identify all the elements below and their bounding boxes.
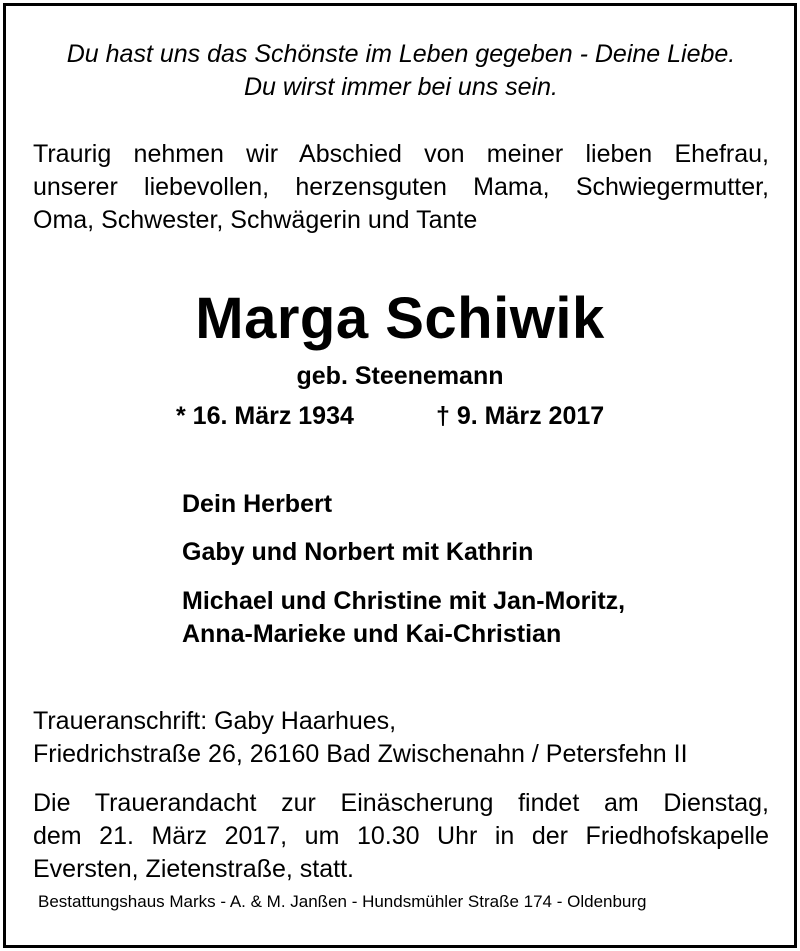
service-line-1: Die Trauerandacht zur Einäscherung findet am Dienstag, <box>33 789 769 817</box>
mourner-line-3a: Michael und Christine mit Jan-Moritz, <box>182 587 626 615</box>
death-date: † 9. März 2017 <box>436 402 605 430</box>
address-line-2: Friedrichstraße 26, 26160 Bad Zwischenahn / Petersfehn II <box>33 740 688 768</box>
address-line-1: Traueranschrift: Gaby Haarhues, <box>33 707 397 735</box>
maiden-name: geb. Steenemann <box>296 362 504 390</box>
mourner-line-2: Gaby und Norbert mit Kathrin <box>182 538 534 566</box>
motto <box>33 38 769 104</box>
motto-line-1: Du hast uns das Schönste im Leben gegeben - Deine Liebe. <box>66 40 736 68</box>
birth-date: * 16. März 1934 <box>176 402 354 430</box>
deceased-name: Marga Schiwik <box>195 286 605 351</box>
funeral-home-footer: Bestattungshaus Marks - A. & M. Janßen - Hundsmühler Straße 174 - Oldenburg <box>38 892 647 911</box>
mourner-line-3b: Anna-Marieke und Kai-Christian <box>182 620 562 648</box>
service-info <box>33 787 769 886</box>
service-line-2: dem 21. März 2017, um 10.30 Uhr in der Friedhofskapelle <box>33 822 769 850</box>
intro-line-2: unserer liebevollen, herzensguten Mama, Schwiegermutter, <box>33 173 769 201</box>
mourner-line-3 <box>182 585 625 651</box>
intro-text <box>33 138 769 237</box>
intro-line-1: Traurig nehmen wir Abschied von meiner lieben Ehefrau, <box>33 140 769 168</box>
mourner-line-1: Dein Herbert <box>182 490 333 518</box>
mourning-address <box>33 705 769 771</box>
service-line-3: Eversten, Zietenstraße, statt. <box>33 855 354 883</box>
intro-line-3: Oma, Schwester, Schwägerin und Tante <box>33 206 478 234</box>
motto-line-2: Du wirst immer bei uns sein. <box>244 73 558 101</box>
